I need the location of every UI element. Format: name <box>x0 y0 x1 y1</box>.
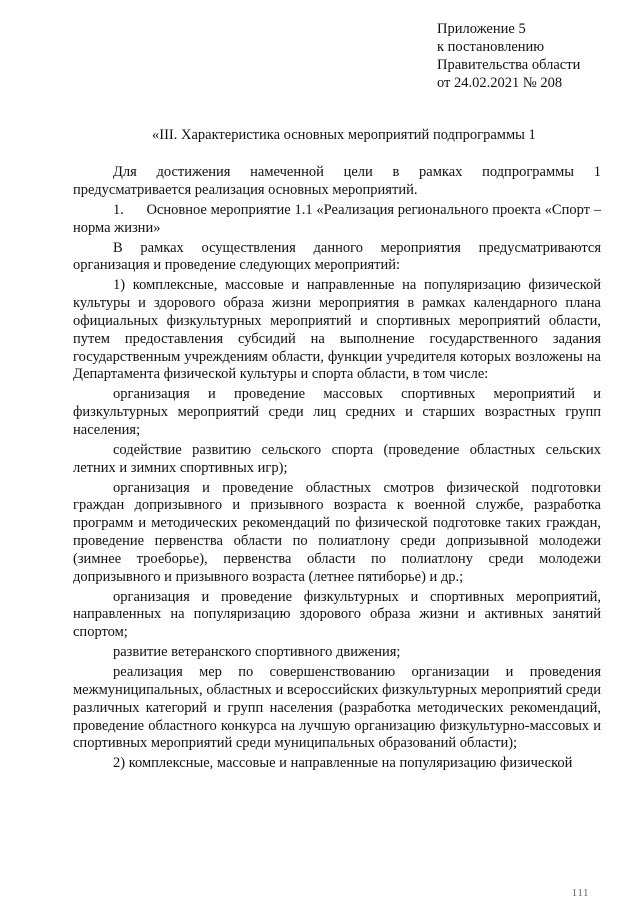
appendix-line-1: Приложение 5 <box>437 21 526 37</box>
paragraph: реализация мер по совершенствованию организации и проведения межмуниципальных, областных и всероссийских физкультурных мероприятий среди различных категорий и групп населения (разработка методических рекомендаций, проведение областного конкурса на лучшую организацию физкультурно-массовых и спортивных мероприятий среди муниципальных образований области); <box>73 664 601 752</box>
paragraph: 1) комплексные, массовые и направленные на популяризацию физической культуры и здорового образа жизни мероприятия в рамках календарного плана официальных физкультурных мероприятий и спортивных мероприятий области, путем предоставления субсидий на выполнение государственного задания государственным учреждениям области, функции учредителя которых возложены на Департамента физической культуры и спорта области, в том числе: <box>73 277 601 383</box>
paragraph: содействие развитию сельского спорта (проведение областных сельских летних и зимних спортивных игр); <box>73 441 601 476</box>
paragraph: 2) комплексные, массовые и направленные на популяризацию физической <box>113 755 573 772</box>
appendix-block <box>437 20 580 92</box>
section-heading: «III. Характеристика основных мероприятий подпрограммы 1 <box>152 127 536 143</box>
paragraph: развитие ветеранского спортивного движения; <box>113 644 401 661</box>
page-number: 111 <box>572 888 590 899</box>
paragraph: организация и проведение массовых спортивных мероприятий и физкультурных мероприятий среди лиц средних и старших возрастных групп населения; <box>73 386 601 438</box>
paragraph: Для достижения намеченной цели в рамках подпрограммы 1 предусматривается реализация основных мероприятий. <box>73 164 601 198</box>
paragraph: В рамках осуществления данного мероприятия предусматриваются организация и проведение следующих мероприятий: <box>73 239 601 274</box>
appendix-line-2: к постановлению <box>437 39 545 55</box>
paragraph: организация и проведение физкультурных и спортивных мероприятий, направленных на популяризацию здорового образа жизни и активных занятий спортом; <box>73 588 601 641</box>
appendix-line-4: от 24.02.2021 № 208 <box>437 75 563 91</box>
paragraph: организация и проведение областных смотров физической подготовки граждан допризывного и призывного возраста к военной службе, разработка программ и методических рекомендаций по физической подготовке таких граждан, проведение первенства области по полиатлону среди допризывной молодежи (зимнее троеборье), первенства области по полиатлону среди молодежи допризывного и призывного возраста (летнее пятиборье) и др.; <box>73 479 601 585</box>
document-body <box>73 164 605 775</box>
paragraph: 1. Основное мероприятие 1.1 «Реализация регионального проекта «Спорт – норма жизни» <box>73 201 605 236</box>
appendix-line-3: Правительства области <box>437 57 581 73</box>
